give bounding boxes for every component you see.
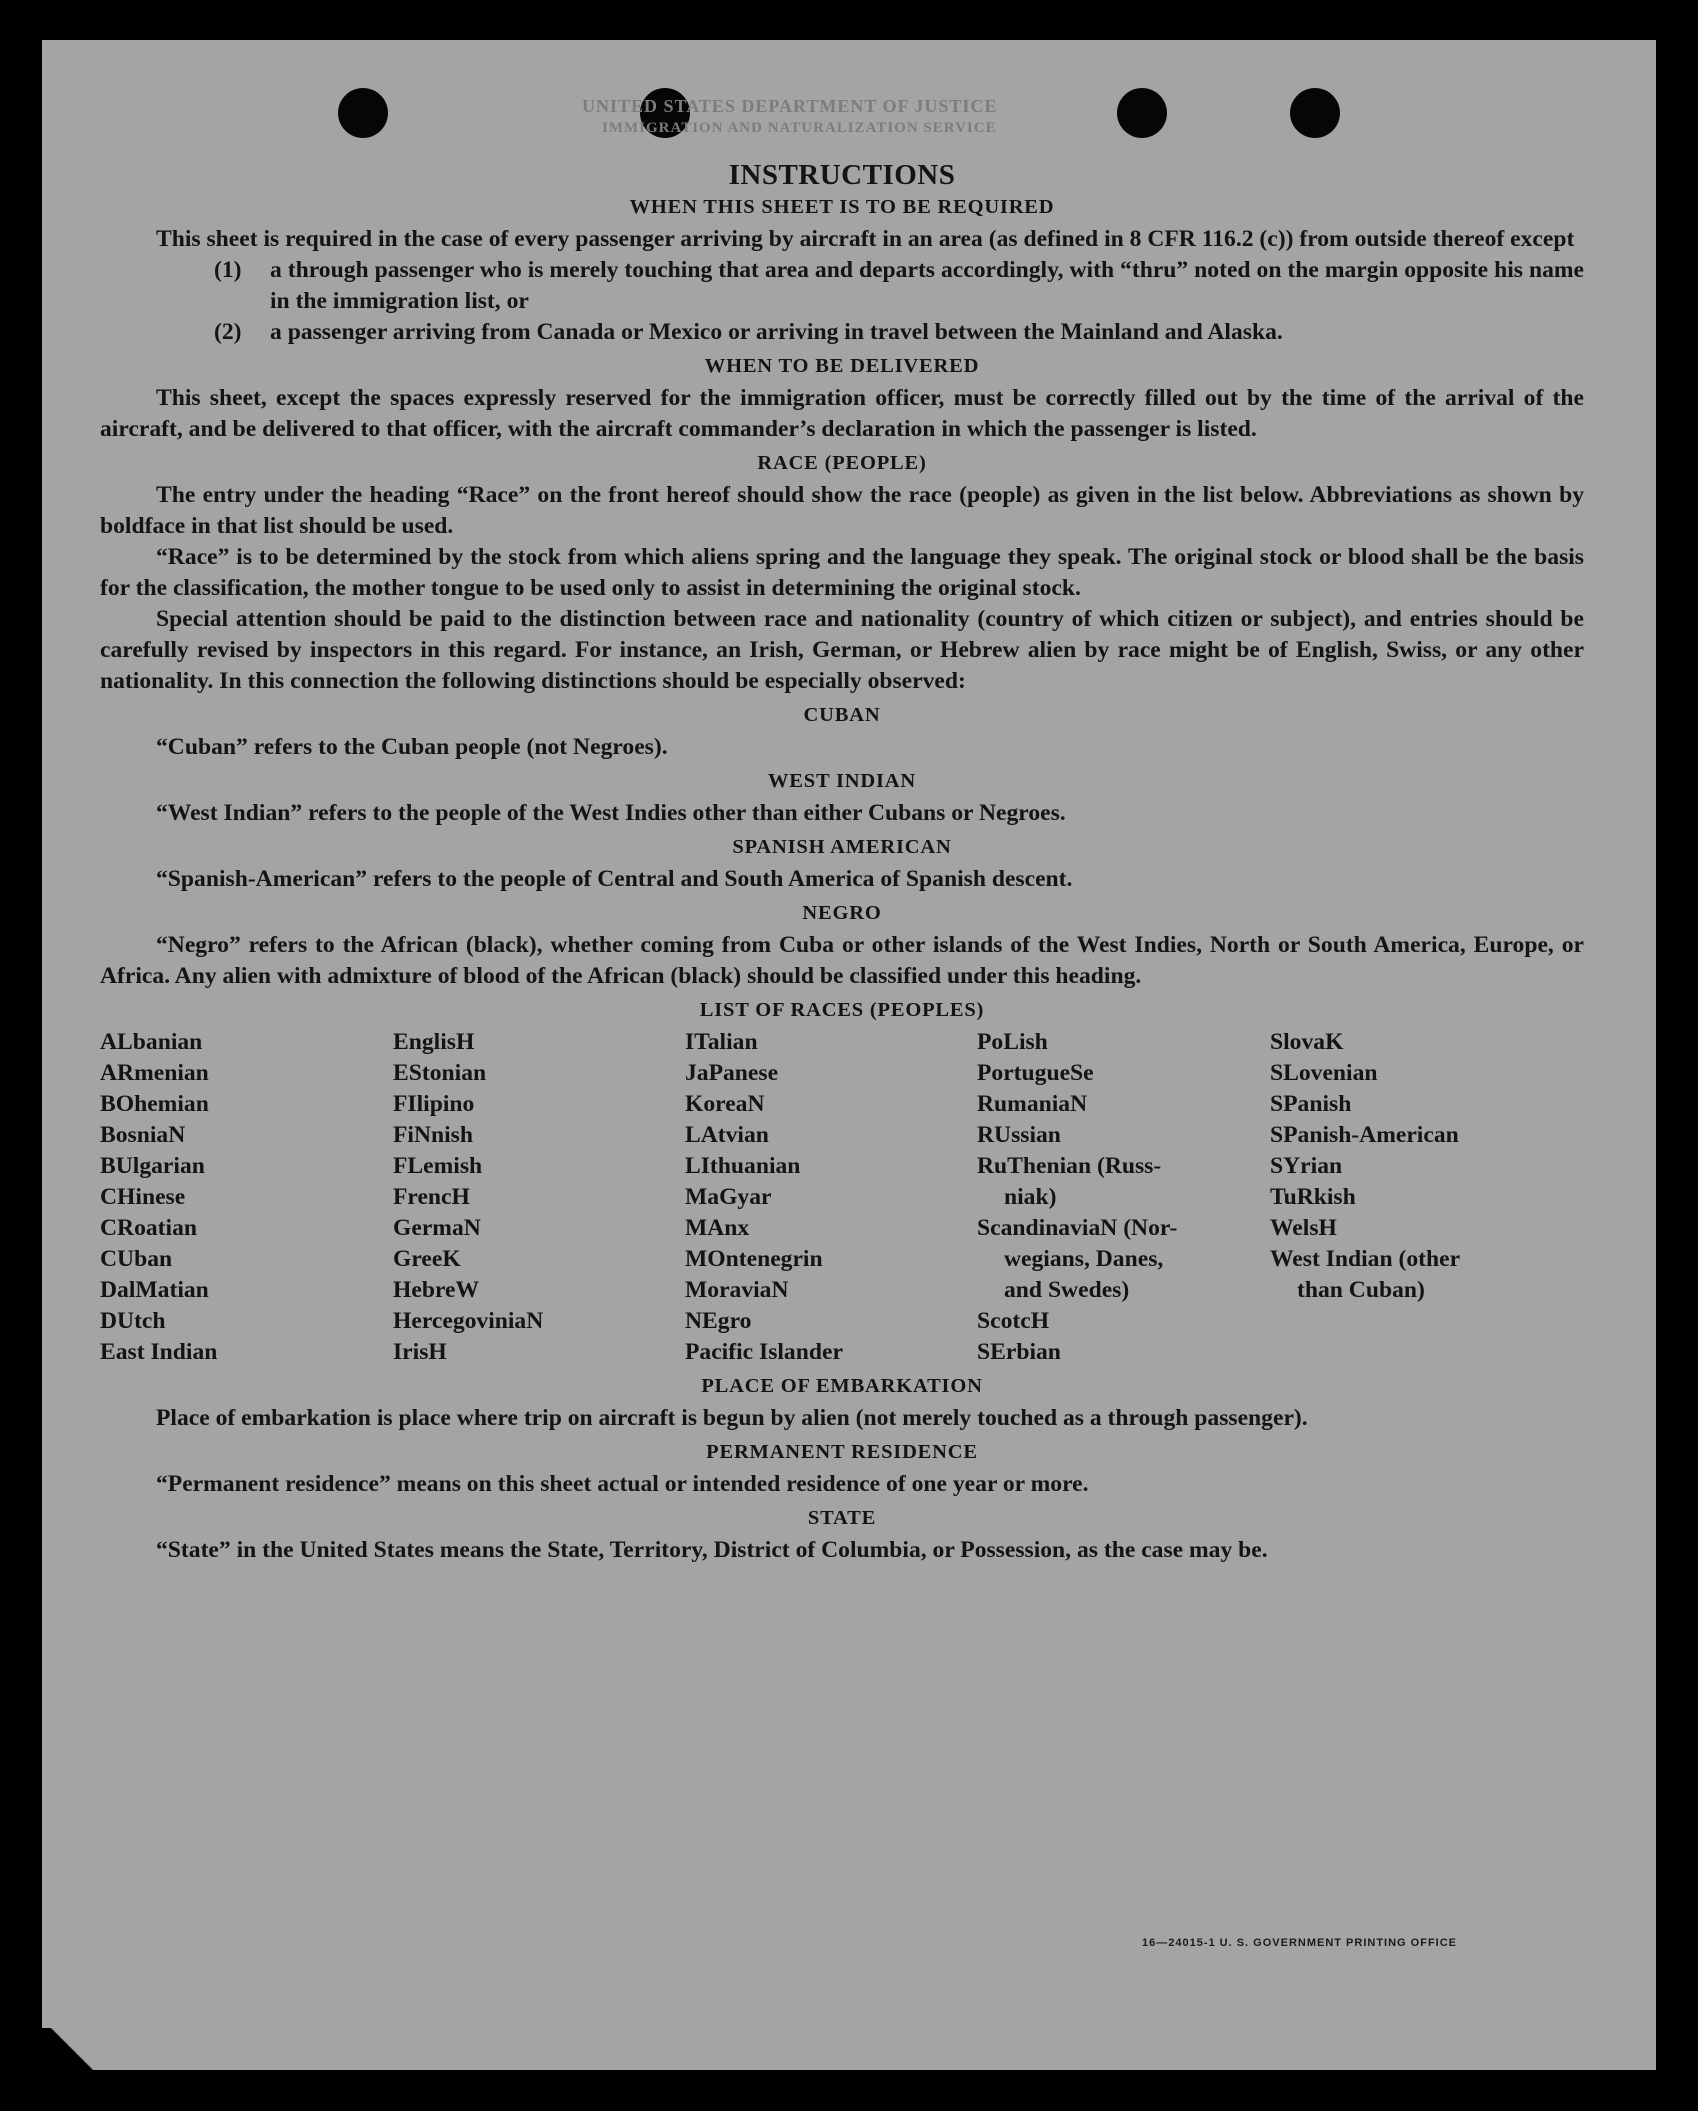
race-entry: niak) [1004, 1184, 1057, 1210]
race-entry: West Indian (other [1270, 1246, 1461, 1272]
paragraph: Special attention should be paid to the distinction between race and nationality (country of which citizen or subject), and entries should be carefully revised by inspectors in this regard. For instance, an Irish, German, or Hebrew alien by race might be of English, Swiss, or any other nationality. In this connection the following distinctions should be especially observed: [100, 606, 1584, 694]
race-entry: SLovenian [1270, 1060, 1378, 1086]
race-entry: MOntenegrin [685, 1246, 823, 1272]
race-entry: ITalian [685, 1029, 758, 1055]
race-entry: FLemish [393, 1153, 483, 1179]
race-entry: CHinese [100, 1184, 186, 1210]
section-heading: RACE (PEOPLE) [757, 452, 927, 474]
race-column [393, 1027, 685, 1368]
race-entry: IrisH [393, 1339, 447, 1365]
section-heading: STATE [807, 1507, 877, 1529]
page-title: INSTRUCTIONS [728, 159, 956, 191]
section-heading: LIST OF RACES (PEOPLES) [699, 999, 985, 1021]
race-entry: WelsH [1270, 1215, 1337, 1241]
race-entry: BUlgarian [100, 1153, 205, 1179]
bleed-through-text: IMMIGRATION AND NATURALIZATION SERVICE [602, 120, 997, 136]
item-number: (2) [214, 319, 242, 345]
race-entry: NEgro [685, 1308, 752, 1334]
race-entry: GreeK [393, 1246, 461, 1272]
item-text: a passenger arriving from Canada or Mexico or arriving in travel between the Mainland and Alaska. [270, 319, 1283, 345]
item-text: a through passenger who is merely touching that area and departs accordingly, with “thru” noted on the margin opposite his name in the immigration list, or [270, 257, 1584, 314]
paragraph: Place of embarkation is place where trip on aircraft is begun by alien (not merely touched as a through passenger). [156, 1405, 1308, 1431]
race-entry: and Swedes) [1004, 1277, 1130, 1303]
race-column [977, 1027, 1270, 1368]
race-entry: GermaN [393, 1215, 481, 1241]
race-entry: EStonian [393, 1060, 487, 1086]
race-entry: DalMatian [100, 1277, 209, 1303]
race-entry: PoLish [977, 1029, 1048, 1055]
race-entry: TuRkish [1270, 1184, 1356, 1210]
list-item [100, 255, 1584, 317]
paragraph: “State” in the United States means the State, Territory, District of Columbia, or Possession, as the case may be. [156, 1537, 1268, 1563]
paragraph: “Cuban” refers to the Cuban people (not Negroes). [156, 734, 668, 760]
race-entry: wegians, Danes, [1004, 1246, 1164, 1272]
race-entry: than Cuban) [1297, 1277, 1425, 1303]
race-entry: SErbian [977, 1339, 1061, 1365]
race-entry: JaPanese [685, 1060, 779, 1086]
section-heading: WHEN TO BE DELIVERED [704, 355, 980, 377]
race-entry: ARmenian [100, 1060, 209, 1086]
race-entry: HercegoviniaN [393, 1308, 544, 1334]
race-column [685, 1027, 977, 1368]
instructions-content [100, 158, 1584, 1566]
paragraph: This sheet is required in the case of every passenger arriving by aircraft in an area (as defined in 8 CFR 116.2 (c)) from outside thereof except [156, 226, 1575, 252]
section-heading: CUBAN [803, 704, 881, 726]
race-entry: LIthuanian [685, 1153, 801, 1179]
page-corner [42, 2028, 102, 2070]
section-heading: PERMANENT RESIDENCE [706, 1441, 978, 1463]
paragraph: “Spanish-American” refers to the people of Central and South America of Spanish descent. [156, 866, 1073, 892]
race-entry: CRoatian [100, 1215, 198, 1241]
race-entry: FIlipino [393, 1091, 475, 1117]
race-list [100, 1027, 1584, 1368]
race-column [100, 1027, 393, 1368]
race-entry: LAtvian [685, 1122, 769, 1148]
race-entry: East Indian [100, 1339, 218, 1365]
paragraph: “Permanent residence” means on this sheet actual or intended residence of one year or more. [156, 1471, 1089, 1497]
race-entry: HebreW [393, 1277, 480, 1303]
section-heading: WHEN THIS SHEET IS TO BE REQUIRED [629, 196, 1055, 218]
document-page [42, 40, 1656, 2070]
punch-hole [1290, 88, 1340, 138]
race-entry: MaGyar [685, 1184, 772, 1210]
section-heading: SPANISH AMERICAN [732, 836, 952, 858]
race-entry: RUssian [977, 1122, 1061, 1148]
race-column [1270, 1027, 1560, 1368]
race-entry: SPanish-American [1270, 1122, 1459, 1148]
item-number: (1) [214, 257, 242, 283]
race-entry: FrencH [393, 1184, 470, 1210]
race-entry: EnglisH [393, 1029, 475, 1055]
race-entry: SlovaK [1270, 1029, 1344, 1055]
race-entry: KoreaN [685, 1091, 765, 1117]
bleed-through-text: UNITED STATES DEPARTMENT OF JUSTICE [582, 96, 998, 116]
race-entry: RuThenian (Russ- [977, 1153, 1162, 1179]
race-entry: ScandinaviaN (Nor- [977, 1215, 1178, 1241]
race-entry: RumaniaN [977, 1091, 1088, 1117]
section-heading: WEST INDIAN [768, 770, 916, 792]
punch-hole [338, 88, 388, 138]
race-entry: Pacific Islander [685, 1339, 843, 1365]
print-code: 16—24015-1 U. S. GOVERNMENT PRINTING OFFICE [1142, 1937, 1458, 1949]
paragraph: “Race” is to be determined by the stock from which aliens spring and the language they speak. The original stock or blood shall be the basis for the classification, the mother tongue to be used only to assist in determining the original stock. [100, 544, 1584, 601]
race-entry: MoraviaN [685, 1277, 789, 1303]
section-heading: PLACE OF EMBARKATION [701, 1375, 983, 1397]
race-entry: DUtch [100, 1308, 166, 1334]
race-entry: SPanish [1270, 1091, 1352, 1117]
paragraph: “West Indian” refers to the people of the West Indies other than either Cubans or Negroes. [156, 800, 1066, 826]
race-entry: BosniaN [100, 1122, 186, 1148]
race-entry: FiNnish [393, 1122, 473, 1148]
section-heading: NEGRO [802, 902, 882, 924]
punch-hole [1117, 88, 1167, 138]
race-entry: ALbanian [100, 1029, 203, 1055]
race-entry: SYrian [1270, 1153, 1343, 1179]
race-entry: MAnx [685, 1215, 750, 1241]
race-entry: CUban [100, 1246, 173, 1272]
race-entry: PortugueSe [977, 1060, 1094, 1086]
race-entry: ScotcH [977, 1308, 1050, 1334]
race-entry: BOhemian [100, 1091, 209, 1117]
paragraph: The entry under the heading “Race” on the front hereof should show the race (people) as given in the list below. Abbreviations as shown by boldface in that list should be used. [100, 482, 1584, 539]
list-item [100, 317, 1584, 348]
paragraph: “Negro” refers to the African (black), whether coming from Cuba or other islands of the West Indies, North or South America, Europe, or Africa. Any alien with admixture of blood of the African (black) should be classified under this heading. [100, 932, 1584, 989]
paragraph: This sheet, except the spaces expressly reserved for the immigration officer, must be correctly filled out by the time of the arrival of the aircraft, and be delivered to that officer, with the aircraft commander’s declaration in which the passenger is listed. [100, 385, 1584, 442]
